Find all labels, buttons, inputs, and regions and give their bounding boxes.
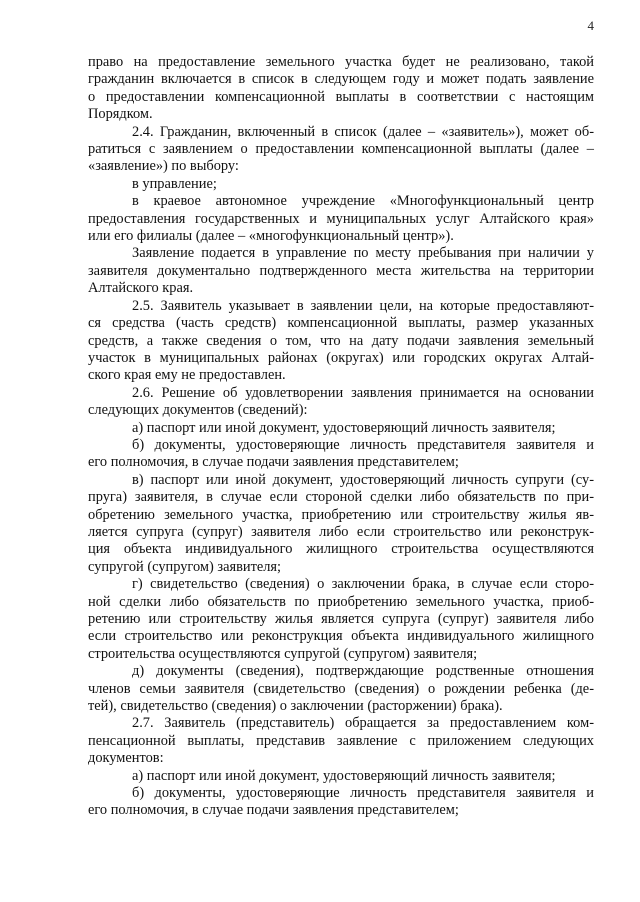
text-line: ция объекта индивидуального жилищного строительства осуществляются [88,541,594,558]
text-line: д) документы (сведения), подтверждающие родственные отношения [132,663,594,680]
text-line: а) паспорт или иной документ, удостоверяющий личность заявителя; [132,767,556,784]
text-line: ся средства (часть средств) компенсационной выплаты, размер указанных [88,315,594,332]
text-line: участок в муниципальных районах (округах) или городских округах Алтай- [88,349,594,366]
text-line: пруга) заявителя, в случае если стороной сделки либо обязательств по при- [88,489,594,506]
text-line: обретению земельного участка, приобретению или строительству жилья яв- [88,506,594,523]
text-line: а) паспорт или иной документ, удостоверяющий личность заявителя; [132,419,556,436]
text-line: в) паспорт или иной документ, удостоверяющий личность супруги (су- [132,471,594,488]
text-line: в управление; [132,175,217,192]
text-line: ретению или строительству жилья является супруга (супруг) заявителя либо [88,611,594,627]
text-line: 2.6. Решение об удовлетворении заявления принимается на основании [132,384,594,401]
text-line: б) документы, удостоверяющие личность представителя заявителя и [132,785,594,802]
text-line: Заявление подается в управление по месту пребывания при наличии у [132,245,594,262]
text-line: строительства осуществляются супругой (супругом) заявителя; [88,645,478,662]
text-line: 2.7. Заявитель (представитель) обращается за предоставлением ком- [132,715,594,732]
page-number: 4 [587,18,594,33]
text-line: его полномочия, в случае подачи заявления представителем; [88,802,459,819]
text-line: ной сделки либо обязательств по приобретению земельного участка, приоб- [88,593,594,610]
text-line: ляется супруга (супруг) заявителя либо если строительство или реконструк- [88,523,594,540]
text-line: право на предоставление земельного участка будет не реализовано, такой [88,54,594,70]
document-body [88,54,594,820]
text-line: если строительство или реконструкция объекта индивидуального жилищного [88,628,594,645]
text-line: пенсационной выплаты, представив заявление с приложением следующих [88,732,594,749]
text-line: б) документы, удостоверяющие личность представителя заявителя и [132,436,594,453]
text-line: ратиться с заявлением о предоставлении компенсационной выплаты (далее – [88,141,594,158]
text-line: 2.5. Заявитель указывает в заявлении цели, на которые предоставляют- [132,297,594,314]
text-line: Порядком. [88,106,153,123]
text-line: г) свидетельство (сведения) о заключении брака, в случае если сторо- [132,576,594,593]
text-line: Алтайского края. [88,280,194,297]
text-line: 2.4. Гражданин, включенный в список (далее – «заявитель»), может об- [132,123,594,140]
text-line: или его филиалы (далее – «многофункциональный центр»). [88,228,454,245]
text-line: о предоставлении компенсационной выплаты в соответствии с настоящим [88,88,594,105]
text-line: следующих документов (сведений): [88,402,308,419]
text-line: «заявление») по выбору: [88,158,239,175]
text-line: членов семьи заявителя (свидетельство (сведения) о рождении ребенка (де- [88,680,594,697]
text-line: средств, а также сведения о том, что на дату подачи заявления земельный [88,332,594,349]
text-line: в краевое автономное учреждение «Многофункциональный центр [132,193,594,210]
text-line: гражданин включается в список в следующем году и может подать заявление [88,71,594,88]
text-line: документов: [88,750,164,767]
text-line: тей), свидетельство (сведения) о заключении (расторжении) брака). [88,698,503,715]
text-line: супругой (супругом) заявителя; [88,558,282,575]
text-line: заявителя документально подтвержденного места жительства на территории [88,262,594,279]
text-line: предоставления государственных и муниципальных услуг Алтайского края» [88,210,594,227]
text-line: его полномочия, в случае подачи заявления представителем; [88,454,459,471]
text-line: ского края ему не предоставлен. [88,367,286,384]
